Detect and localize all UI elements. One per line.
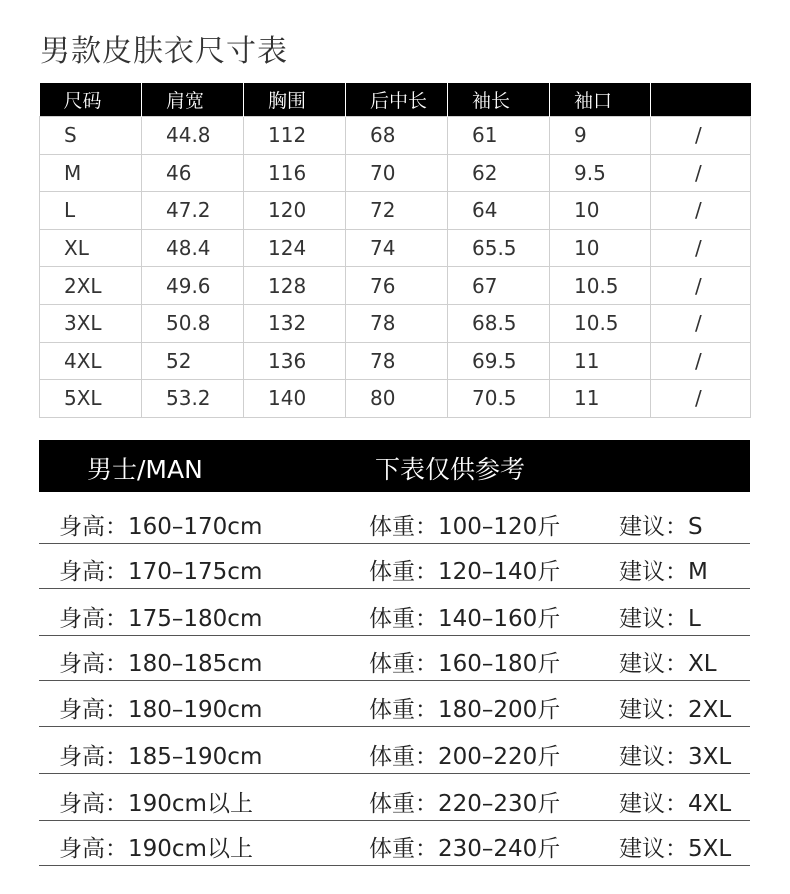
cell: 78: [346, 342, 448, 380]
cell: 44.8: [142, 117, 244, 155]
table-row: [40, 229, 751, 267]
size-text: 建议：L: [619, 606, 701, 632]
cell: 70.5: [448, 380, 550, 418]
cell: 49.6: [142, 267, 244, 305]
cell: 61: [448, 117, 550, 155]
cell: 4XL: [40, 342, 142, 380]
recommend-row: [39, 728, 750, 774]
table-row: [40, 117, 751, 155]
cell: 78: [346, 304, 448, 342]
cell: 72: [346, 192, 448, 230]
size-text: 建议：4XL: [619, 791, 732, 817]
cell: 47.2: [142, 192, 244, 230]
recommend-row: [39, 775, 750, 821]
cell: 116: [244, 154, 346, 192]
cell: 136: [244, 342, 346, 380]
table-row: [40, 342, 751, 380]
height-text: 身高：185–190cm: [59, 744, 263, 770]
cell: L: [40, 192, 142, 230]
cell: XL: [40, 229, 142, 267]
cell: 2XL: [40, 267, 142, 305]
size-text: 建议：XL: [619, 651, 717, 677]
cell: 11: [550, 380, 651, 418]
weight-text: 体重：220–230斤: [369, 791, 561, 817]
size-table: [39, 83, 751, 418]
header-sleeve-length: 袖长: [448, 83, 550, 117]
cell: 46: [142, 154, 244, 192]
cell: 10.5: [550, 267, 651, 305]
height-text: 身高：180–185cm: [59, 651, 263, 677]
cell: 62: [448, 154, 550, 192]
header-back-length: 后中长: [346, 83, 448, 117]
cell: 68.5: [448, 304, 550, 342]
cell: 65.5: [448, 229, 550, 267]
height-text: 身高：160–170cm: [59, 514, 263, 540]
size-text: 建议：2XL: [619, 697, 732, 723]
cell: 69.5: [448, 342, 550, 380]
recommend-row: [39, 820, 750, 866]
size-text: 建议：S: [619, 514, 703, 540]
cell: 10.5: [550, 304, 651, 342]
height-text: 身高：190cm以上: [59, 791, 253, 817]
cell: /: [651, 154, 751, 192]
header-chest: 胸围: [244, 83, 346, 117]
table-row: [40, 380, 751, 418]
cell: /: [651, 117, 751, 155]
recommend-row: [39, 681, 750, 727]
cell: /: [651, 192, 751, 230]
weight-text: 体重：180–200斤: [369, 697, 561, 723]
cell: 132: [244, 304, 346, 342]
table-row: [40, 267, 751, 305]
header-size: 尺码: [40, 83, 142, 117]
weight-text: 体重：160–180斤: [369, 651, 561, 677]
cell: 128: [244, 267, 346, 305]
size-table-header: [40, 83, 751, 117]
cell: 9.5: [550, 154, 651, 192]
cell: 53.2: [142, 380, 244, 418]
cell: /: [651, 267, 751, 305]
recommend-row: [39, 543, 750, 589]
weight-text: 体重：230–240斤: [369, 836, 561, 862]
cell: 50.8: [142, 304, 244, 342]
cell: 140: [244, 380, 346, 418]
table-row: [40, 304, 751, 342]
cell: 52: [142, 342, 244, 380]
cell: 80: [346, 380, 448, 418]
height-text: 身高：180–190cm: [59, 697, 263, 723]
recommend-row: [39, 590, 750, 636]
cell: 10: [550, 229, 651, 267]
table-row: [40, 192, 751, 230]
cell: 5XL: [40, 380, 142, 418]
header-shoulder: 肩宽: [142, 83, 244, 117]
weight-text: 体重：120–140斤: [369, 559, 561, 585]
size-text: 建议：3XL: [619, 744, 732, 770]
cell: /: [651, 229, 751, 267]
weight-text: 体重：140–160斤: [369, 606, 561, 632]
cell: /: [651, 304, 751, 342]
cell: 48.4: [142, 229, 244, 267]
weight-text: 体重：200–220斤: [369, 744, 561, 770]
banner-right-label: 下表仅供参考: [375, 455, 526, 484]
height-text: 身高：190cm以上: [59, 836, 253, 862]
banner-left-label: 男士/MAN: [87, 455, 203, 484]
cell: 9: [550, 117, 651, 155]
cell: 124: [244, 229, 346, 267]
size-text: 建议：M: [619, 559, 708, 585]
size-text: 建议：5XL: [619, 836, 732, 862]
recommend-row: [39, 635, 750, 681]
cell: 64: [448, 192, 550, 230]
weight-text: 体重：100–120斤: [369, 514, 561, 540]
recommend-banner: [39, 440, 750, 492]
cell: 120: [244, 192, 346, 230]
cell: 68: [346, 117, 448, 155]
cell: 74: [346, 229, 448, 267]
height-text: 身高：170–175cm: [59, 559, 263, 585]
page-title: 男款皮肤衣尺寸表: [40, 34, 288, 69]
cell: 76: [346, 267, 448, 305]
cell: /: [651, 380, 751, 418]
header-empty: [651, 83, 751, 117]
cell: 10: [550, 192, 651, 230]
cell: 112: [244, 117, 346, 155]
cell: M: [40, 154, 142, 192]
recommend-row: [39, 498, 750, 544]
height-text: 身高：175–180cm: [59, 606, 263, 632]
cell: S: [40, 117, 142, 155]
table-row: [40, 154, 751, 192]
cell: 11: [550, 342, 651, 380]
header-cuff: 袖口: [550, 83, 651, 117]
cell: 70: [346, 154, 448, 192]
cell: /: [651, 342, 751, 380]
cell: 67: [448, 267, 550, 305]
cell: 3XL: [40, 304, 142, 342]
